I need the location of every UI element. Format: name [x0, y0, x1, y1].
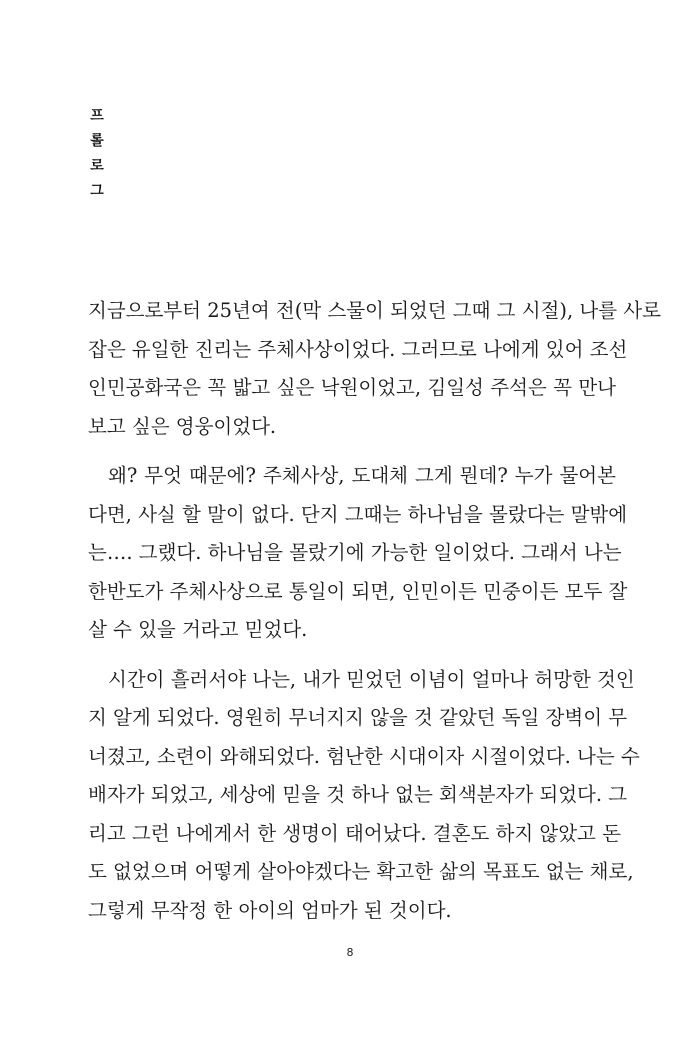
text-line: 살 수 있을 거라고 믿었다.: [88, 618, 308, 641]
chapter-title-char: 로: [90, 158, 104, 174]
body-text: [88, 292, 661, 941]
text-line: 다면, 사실 할 말이 없다. 단지 그때는 하나님을 몰랐다는 말밖에: [88, 502, 628, 526]
chapter-title: [87, 104, 107, 204]
page-number: 8: [346, 946, 354, 959]
paragraph-1: [88, 292, 661, 446]
paragraph-3: [88, 661, 640, 931]
chapter-title-char: 그: [90, 183, 104, 199]
text-line: 시간이 흘러서야 나는, 내가 믿었던 이념이 얼마나 허망한 것인: [108, 667, 635, 691]
text-line: 지 알게 되었다. 영원히 무너지지 않을 것 같았던 독일 장벽이 무: [88, 706, 628, 729]
text-line: 왜? 무엇 때문에? 주체사상, 도대체 그게 뭔데? 누가 물어본: [108, 464, 616, 487]
text-line: 보고 싶은 영웅이었다.: [88, 414, 277, 438]
text-line: 너졌고, 소련이 와해되었다. 험난한 시대이자 시절이었다. 나는 수: [88, 744, 640, 768]
text-line: 도 없었으며 어떻게 살아야겠다는 확고한 삶의 목표도 없는 채로,: [88, 860, 634, 883]
text-line: 는…. 그랬다. 하나님을 몰랐기에 가능한 일이었다. 그래서 나는: [88, 541, 622, 564]
text-line: 배자가 되었고, 세상에 믿을 것 하나 없는 회색분자가 되었다. 그: [88, 783, 628, 806]
text-line: 인민공화국은 꼭 밟고 싶은 낙원이었고, 김일성 주석은 꼭 만나: [88, 376, 616, 399]
text-line: 한반도가 주체사상으로 통일이 되면, 인민이든 민중이든 모두 잘: [88, 579, 628, 603]
text-line: 지금으로부터 25년여 전(막 스물이 되었던 그때 그 시절), 나를 사로: [88, 299, 661, 322]
text-line: 리고 그런 나에게서 한 생명이 태어났다. 결혼도 하지 않았고 돈: [88, 821, 621, 845]
paragraph-2: [88, 457, 628, 650]
chapter-title-char: 롤: [90, 133, 104, 149]
text-line: 잡은 유일한 진리는 주체사상이었다. 그러므로 나에게 있어 조선: [88, 337, 628, 361]
text-line: 그렇게 무작정 한 아이의 엄마가 된 것이다.: [88, 898, 452, 922]
chapter-title-char: 프: [90, 108, 104, 124]
